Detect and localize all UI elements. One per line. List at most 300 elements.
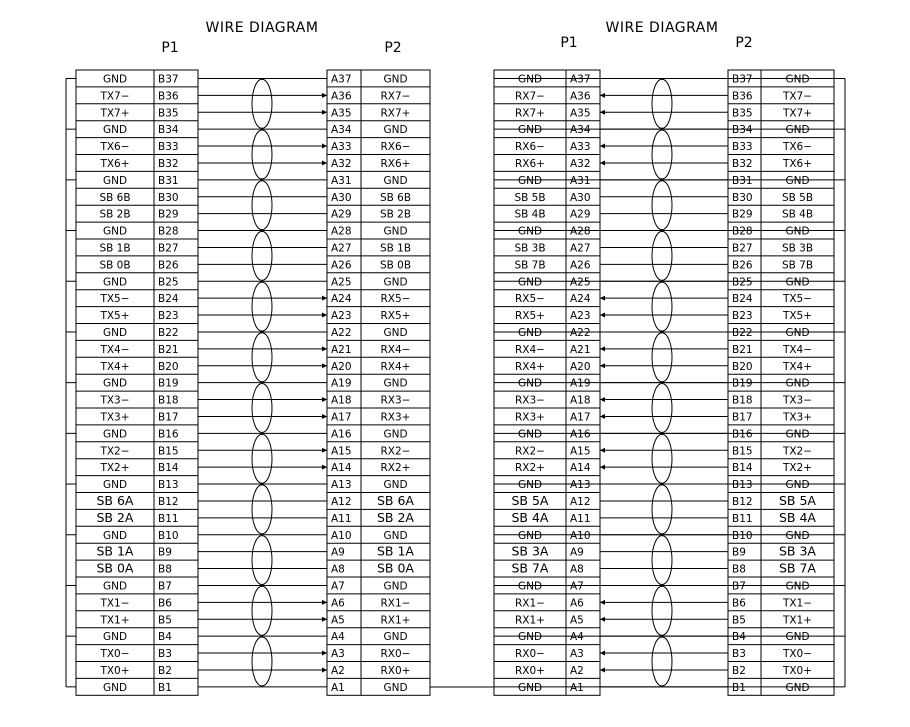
p1-signal-name: TX4+: [100, 360, 130, 373]
p2-signal-name: TX7−: [782, 90, 813, 103]
p1-signal-name: GND: [102, 428, 128, 441]
p2-pin-number: B30: [732, 191, 753, 204]
p1-signal-name: GND: [517, 174, 543, 187]
p1-signal-name: SB 7B: [514, 259, 546, 272]
p2-signal-name: RX7+: [380, 107, 411, 120]
p1-pin-number: B30: [158, 191, 179, 204]
p2-pin-number: B2: [732, 664, 746, 677]
p1-signal-name: GND: [517, 631, 543, 644]
p2-signal-name: GND: [383, 174, 408, 187]
p2-signal-name: GND: [383, 377, 408, 390]
p2-pin-number: B8: [732, 563, 746, 576]
p2-signal-name: SB 1A: [377, 543, 414, 559]
p2-pin-number: A23: [331, 310, 352, 323]
p2-signal-name: SB 0B: [379, 259, 412, 272]
p2-signal-name: TX2+: [782, 462, 813, 475]
p2-signal-name: SB 4A: [779, 509, 816, 525]
p1-pin-number: A25: [570, 276, 591, 289]
p1-signal-name: SB 6B: [99, 191, 131, 204]
p2-signal-name: GND: [785, 225, 810, 238]
p1-pin-number: B23: [158, 310, 179, 323]
p2-signal-name: TX3−: [782, 394, 813, 407]
p2-signal-name: SB 6A: [377, 492, 414, 508]
p1-pin-number: A34: [570, 124, 591, 137]
p1-pin-number: B16: [158, 428, 179, 441]
right-p2-label: P2: [735, 35, 753, 51]
twisted-pair-ellipse: [252, 181, 272, 230]
p2-signal-name: SB 7B: [781, 259, 814, 272]
p1-signal-name: SB 6A: [96, 492, 134, 508]
p1-pin-number: A22: [570, 326, 591, 339]
p2-signal-name: RX5−: [380, 293, 411, 306]
p2-pin-number: A16: [331, 428, 352, 441]
p1-pin-number: B3: [158, 648, 172, 661]
p2-pin-number: A14: [331, 462, 352, 475]
p1-signal-name: TX0+: [100, 664, 130, 677]
p1-pin-number: B21: [158, 343, 179, 356]
p1-signal-name: RX2−: [515, 445, 545, 458]
p1-signal-name: GND: [517, 326, 543, 339]
p1-signal-name: GND: [102, 326, 128, 339]
p2-signal-name: RX6+: [380, 157, 411, 170]
twisted-pair-ellipse: [652, 536, 672, 585]
p2-signal-name: SB 2A: [377, 509, 414, 525]
p2-signal-name: GND: [785, 529, 810, 542]
p1-signal-name: GND: [517, 428, 543, 441]
p1-signal-name: RX4−: [515, 343, 545, 356]
twisted-pair-ellipse: [252, 383, 272, 432]
p1-pin-number: A15: [570, 445, 591, 458]
p1-signal-name: GND: [517, 276, 543, 289]
p2-pin-number: A18: [331, 394, 352, 407]
p2-signal-name: SB 2B: [379, 208, 412, 221]
twisted-pair-ellipse: [252, 79, 272, 128]
p2-pin-number: A28: [331, 225, 352, 238]
p1-pin-number: B13: [158, 479, 179, 492]
p2-signal-name: RX5+: [380, 310, 411, 323]
p2-pin-number: B25: [732, 276, 753, 289]
p2-signal-name: SB 6B: [379, 191, 412, 204]
p1-signal-name: SB 1A: [96, 543, 134, 559]
p2-pin-number: A37: [331, 73, 352, 86]
p2-signal-name: RX3+: [380, 411, 411, 424]
right-diagram-title: WIRE DIAGRAM: [605, 20, 719, 36]
p2-pin-number: B26: [732, 259, 753, 272]
p2-signal-name: RX2+: [380, 462, 411, 475]
p2-pin-number: A31: [331, 174, 352, 187]
p1-signal-name: GND: [102, 681, 128, 694]
p2-signal-name: GND: [383, 631, 408, 644]
p1-pin-number: A3: [570, 648, 584, 661]
twisted-pair-ellipse: [652, 434, 672, 483]
p1-signal-name: RX4+: [515, 360, 545, 373]
p2-signal-name: GND: [785, 428, 810, 441]
p1-pin-number: A5: [570, 614, 584, 627]
p2-signal-name: SB 4B: [781, 208, 814, 221]
p1-signal-name: GND: [102, 529, 128, 542]
twisted-pair-ellipse: [252, 130, 272, 179]
p1-pin-number: A23: [570, 310, 591, 323]
twisted-pair-ellipse: [652, 181, 672, 230]
p1-pin-number: B32: [158, 157, 179, 170]
p2-pin-number: B10: [732, 529, 753, 542]
p1-pin-number: A21: [570, 343, 591, 356]
p1-pin-number: B1: [158, 681, 172, 694]
p1-pin-number: A13: [570, 479, 591, 492]
p2-signal-name: RX1−: [380, 597, 411, 610]
p1-signal-name: TX1−: [100, 597, 130, 610]
p2-signal-name: TX3+: [782, 411, 813, 424]
p2-signal-name: GND: [785, 174, 810, 187]
twisted-pair-ellipse: [252, 282, 272, 331]
p1-signal-name: TX3+: [100, 411, 130, 424]
p1-pin-number: A1: [570, 681, 584, 694]
p1-pin-number: B4: [158, 631, 172, 644]
p1-pin-number: A20: [570, 360, 591, 373]
twisted-pair-ellipse: [252, 333, 272, 382]
p2-signal-name: SB 5A: [779, 492, 816, 508]
p1-signal-name: RX7−: [515, 90, 545, 103]
p2-pin-number: B18: [732, 394, 753, 407]
p2-pin-number: B6: [732, 597, 746, 610]
p1-signal-name: TX1+: [100, 614, 130, 627]
p2-pin-number: B22: [732, 326, 753, 339]
p1-pin-number: A14: [570, 462, 591, 475]
p2-signal-name: GND: [785, 276, 810, 289]
p2-pin-number: A6: [331, 597, 345, 610]
p1-pin-number: A35: [570, 107, 591, 120]
p1-signal-name: GND: [102, 73, 128, 86]
p1-signal-name: GND: [517, 377, 543, 390]
p2-pin-number: A36: [331, 90, 352, 103]
p2-pin-number: A21: [331, 343, 352, 356]
p1-signal-name: RX1−: [515, 597, 545, 610]
p2-signal-name: SB 5B: [781, 191, 814, 204]
p2-signal-name: TX1−: [782, 597, 813, 610]
p1-pin-number: A31: [570, 174, 591, 187]
p2-signal-name: RX4+: [380, 360, 411, 373]
p1-signal-name: SB 0B: [99, 259, 131, 272]
p2-signal-name: SB 0A: [377, 560, 414, 576]
p1-signal-name: SB 0A: [96, 560, 134, 576]
twisted-pair-ellipse: [652, 130, 672, 179]
twisted-pair-ellipse: [252, 231, 272, 280]
p1-pin-number: A37: [570, 73, 591, 86]
p2-signal-name: RX4−: [380, 343, 411, 356]
p1-signal-name: SB 4B: [514, 208, 546, 221]
p1-pin-number: A29: [570, 208, 591, 221]
p2-pin-number: B13: [732, 479, 753, 492]
right-diagram: [494, 70, 845, 695]
p1-signal-name: TX6−: [100, 141, 130, 154]
p2-signal-name: TX0−: [782, 648, 813, 661]
p1-signal-name: GND: [102, 580, 128, 593]
p1-pin-number: B25: [158, 276, 179, 289]
p2-pin-number: A17: [331, 411, 352, 424]
p2-pin-number: B4: [732, 631, 746, 644]
p2-signal-name: SB 1B: [379, 242, 412, 255]
p2-signal-name: SB 3A: [779, 543, 816, 559]
p2-signal-name: RX7−: [380, 90, 411, 103]
p2-signal-name: TX5−: [782, 293, 813, 306]
p1-signal-name: GND: [517, 681, 543, 694]
p1-signal-name: SB 4A: [511, 509, 549, 525]
p1-signal-name: TX2−: [100, 445, 130, 458]
twisted-pair-ellipse: [252, 586, 272, 635]
p1-signal-name: SB 1B: [99, 242, 131, 255]
p1-signal-name: TX2+: [100, 462, 130, 475]
p1-pin-number: B37: [158, 73, 179, 86]
p2-signal-name: GND: [383, 276, 408, 289]
p1-signal-name: RX0−: [515, 648, 545, 661]
p2-signal-name: GND: [785, 124, 810, 137]
p1-signal-name: TX7+: [100, 107, 130, 120]
p1-pin-number: B2: [158, 664, 172, 677]
p1-pin-number: A27: [570, 242, 591, 255]
p2-signal-name: TX6−: [782, 141, 813, 154]
p2-pin-number: B1: [732, 681, 746, 694]
p2-pin-number: B35: [732, 107, 753, 120]
p1-pin-number: B17: [158, 411, 179, 424]
p2-pin-number: B3: [732, 648, 746, 661]
left-p2-label: P2: [384, 40, 402, 56]
p1-signal-name: RX3−: [515, 394, 545, 407]
p1-pin-number: B33: [158, 141, 179, 154]
p2-pin-number: A4: [331, 631, 345, 644]
p2-signal-name: GND: [383, 428, 408, 441]
p1-pin-number: A28: [570, 225, 591, 238]
p1-signal-name: TX5+: [100, 310, 130, 323]
p1-signal-name: TX4−: [100, 343, 130, 356]
p2-pin-number: A13: [331, 479, 352, 492]
right-p1-label: P1: [560, 35, 578, 51]
p1-signal-name: SB 3B: [514, 242, 546, 255]
p1-pin-number: A2: [570, 664, 584, 677]
p2-pin-number: B34: [732, 124, 753, 137]
p2-signal-name: GND: [785, 326, 810, 339]
p2-signal-name: RX2−: [380, 445, 411, 458]
p1-pin-number: A6: [570, 597, 584, 610]
p1-pin-number: B34: [158, 124, 179, 137]
p1-signal-name: GND: [102, 124, 128, 137]
p1-signal-name: TX0−: [100, 648, 130, 661]
p2-signal-name: GND: [785, 580, 810, 593]
twisted-pair-ellipse: [652, 383, 672, 432]
p1-pin-number: B27: [158, 242, 179, 255]
p1-signal-name: SB 5A: [511, 492, 549, 508]
twisted-pair-ellipse: [652, 333, 672, 382]
p1-pin-number: B9: [158, 546, 172, 559]
p1-signal-name: SB 2B: [99, 208, 131, 221]
p2-pin-number: B17: [732, 411, 753, 424]
twisted-pair-ellipse: [652, 231, 672, 280]
p1-pin-number: B6: [158, 597, 172, 610]
twisted-pair-ellipse: [652, 282, 672, 331]
p2-pin-number: A35: [331, 107, 352, 120]
p2-signal-name: TX1+: [782, 614, 813, 627]
p1-pin-number: B36: [158, 90, 179, 103]
p1-signal-name: TX7−: [100, 90, 130, 103]
p2-pin-number: A11: [331, 512, 352, 525]
left-diagram: [66, 70, 430, 695]
p1-pin-number: A16: [570, 428, 591, 441]
p1-signal-name: GND: [517, 73, 543, 86]
twisted-pair-ellipse: [652, 637, 672, 686]
p2-signal-name: TX0+: [782, 664, 813, 677]
p1-signal-name: RX1+: [515, 614, 545, 627]
p1-signal-name: GND: [102, 377, 128, 390]
p2-signal-name: GND: [785, 479, 810, 492]
twisted-pair-ellipse: [252, 434, 272, 483]
p1-pin-number: A10: [570, 529, 591, 542]
p2-pin-number: B24: [732, 293, 753, 306]
p2-signal-name: GND: [785, 681, 810, 694]
p2-pin-number: A5: [331, 614, 345, 627]
p2-signal-name: SB 3B: [781, 242, 814, 255]
p2-pin-number: B11: [732, 512, 753, 525]
p2-signal-name: RX0+: [380, 664, 411, 677]
p1-pin-number: B11: [158, 512, 179, 525]
p2-pin-number: B20: [732, 360, 753, 373]
p1-pin-number: A11: [570, 512, 591, 525]
p2-pin-number: B32: [732, 157, 753, 170]
p1-pin-number: B24: [158, 293, 179, 306]
p1-pin-number: A8: [570, 563, 584, 576]
p2-pin-number: A30: [331, 191, 352, 204]
p2-signal-name: GND: [785, 73, 810, 86]
p1-signal-name: SB 5B: [514, 191, 546, 204]
p2-pin-number: A27: [331, 242, 352, 255]
p2-pin-number: A9: [331, 546, 345, 559]
p1-signal-name: RX0+: [515, 664, 545, 677]
p2-pin-number: B23: [732, 310, 753, 323]
p1-pin-number: A4: [570, 631, 584, 644]
p2-signal-name: GND: [383, 225, 408, 238]
p1-signal-name: RX7+: [515, 107, 545, 120]
p2-signal-name: TX4−: [782, 343, 813, 356]
p2-pin-number: A22: [331, 326, 352, 339]
p2-signal-name: GND: [383, 580, 408, 593]
p2-pin-number: A26: [331, 259, 352, 272]
p1-signal-name: GND: [102, 479, 128, 492]
p2-pin-number: A2: [331, 664, 345, 677]
p1-signal-name: GND: [517, 580, 543, 593]
p1-signal-name: SB 2A: [96, 509, 134, 525]
p2-signal-name: TX4+: [782, 360, 813, 373]
p2-pin-number: A7: [331, 580, 345, 593]
p1-pin-number: A30: [570, 191, 591, 204]
twisted-pair-ellipse: [252, 637, 272, 686]
p1-signal-name: RX5+: [515, 310, 545, 323]
p2-signal-name: SB 7A: [779, 560, 816, 576]
twisted-pair-ellipse: [252, 536, 272, 585]
p1-signal-name: TX6+: [100, 157, 130, 170]
p1-pin-number: B5: [158, 614, 172, 627]
p2-signal-name: RX6−: [380, 141, 411, 154]
p2-signal-name: GND: [785, 377, 810, 390]
twisted-pair-ellipse: [652, 79, 672, 128]
p2-signal-name: GND: [383, 73, 408, 86]
p1-pin-number: A7: [570, 580, 584, 593]
p2-pin-number: A29: [331, 208, 352, 221]
p2-pin-number: B27: [732, 242, 753, 255]
p1-pin-number: A18: [570, 394, 591, 407]
p1-pin-number: A17: [570, 411, 591, 424]
p1-signal-name: GND: [517, 479, 543, 492]
p2-pin-number: A33: [331, 141, 352, 154]
p2-signal-name: GND: [383, 681, 408, 694]
p1-pin-number: B28: [158, 225, 179, 238]
p2-pin-number: A10: [331, 529, 352, 542]
p1-pin-number: A26: [570, 259, 591, 272]
p2-pin-number: B9: [732, 546, 746, 559]
p1-pin-number: A36: [570, 90, 591, 103]
p1-pin-number: B35: [158, 107, 179, 120]
p2-pin-number: A12: [331, 495, 352, 508]
p2-pin-number: B28: [732, 225, 753, 238]
p2-pin-number: A8: [331, 563, 345, 576]
p2-pin-number: A15: [331, 445, 352, 458]
p1-signal-name: TX5−: [100, 293, 130, 306]
p1-pin-number: B31: [158, 174, 179, 187]
p2-pin-number: B33: [732, 141, 753, 154]
p2-pin-number: A24: [331, 293, 352, 306]
p2-signal-name: RX0−: [380, 648, 411, 661]
p2-signal-name: RX1+: [380, 614, 411, 627]
p2-pin-number: B16: [732, 428, 753, 441]
p1-pin-number: A19: [570, 377, 591, 390]
p2-signal-name: RX3−: [380, 394, 411, 407]
p2-signal-name: GND: [383, 326, 408, 339]
twisted-pair-ellipse: [652, 485, 672, 534]
p1-signal-name: GND: [102, 276, 128, 289]
p2-pin-number: A3: [331, 648, 345, 661]
p1-signal-name: RX6−: [515, 141, 545, 154]
p1-signal-name: GND: [517, 529, 543, 542]
p2-pin-number: A20: [331, 360, 352, 373]
p1-pin-number: A32: [570, 157, 591, 170]
p1-signal-name: TX3−: [100, 394, 130, 407]
p2-pin-number: B12: [732, 495, 753, 508]
p2-pin-number: A1: [331, 681, 345, 694]
p1-pin-number: B19: [158, 377, 179, 390]
p2-pin-number: B21: [732, 343, 753, 356]
p1-pin-number: A24: [570, 293, 591, 306]
p1-pin-number: B29: [158, 208, 179, 221]
p2-pin-number: B5: [732, 614, 746, 627]
p1-signal-name: RX6+: [515, 157, 545, 170]
p1-signal-name: GND: [102, 174, 128, 187]
p1-signal-name: RX3+: [515, 411, 545, 424]
left-diagram-title: WIRE DIAGRAM: [205, 20, 319, 36]
p1-pin-number: A9: [570, 546, 584, 559]
p2-pin-number: B31: [732, 174, 753, 187]
p2-signal-name: GND: [785, 631, 810, 644]
p2-pin-number: B14: [732, 462, 753, 475]
p2-pin-number: B15: [732, 445, 753, 458]
p2-pin-number: A25: [331, 276, 352, 289]
p2-signal-name: TX7+: [782, 107, 813, 120]
p1-pin-number: B15: [158, 445, 179, 458]
p2-signal-name: TX5+: [782, 310, 813, 323]
twisted-pair-ellipse: [252, 485, 272, 534]
p2-signal-name: TX6+: [782, 157, 813, 170]
p1-pin-number: B26: [158, 259, 179, 272]
p2-pin-number: B36: [732, 90, 753, 103]
twisted-pair-ellipse: [652, 586, 672, 635]
p2-pin-number: B37: [732, 73, 753, 86]
p2-signal-name: GND: [383, 529, 408, 542]
